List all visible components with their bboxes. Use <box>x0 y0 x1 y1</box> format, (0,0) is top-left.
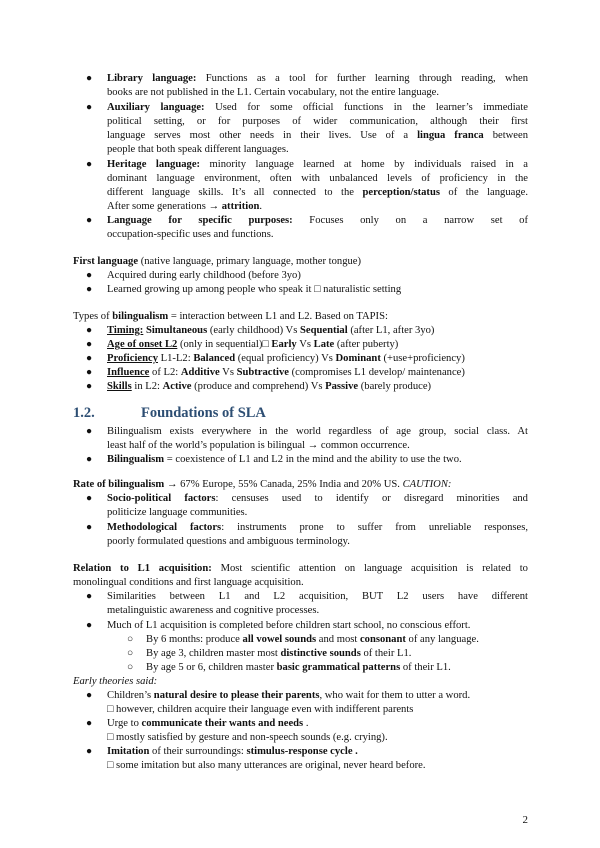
types-age-of-onset <box>107 338 398 351</box>
types-timing <box>107 324 434 337</box>
text: . <box>259 201 263 212</box>
text: Most scientific attention on language acquisition is related to <box>211 563 528 574</box>
text: Learned growing up among people who speak it <box>107 284 315 295</box>
term: Balanced <box>193 353 236 364</box>
sub-bullet: ○ <box>127 662 134 673</box>
first-language-item-2 <box>107 283 401 296</box>
term: Library language: <box>107 73 197 84</box>
bullet: ● <box>86 73 93 84</box>
auxiliary-language-line-2: political setting, or for purposes of wider communication, although their first <box>107 116 528 127</box>
text: (barely produce) <box>358 381 432 392</box>
text: Used for some official functions in the learner’s immediate <box>204 102 528 113</box>
term: Timing: <box>107 325 144 336</box>
library-language-line-2: books are not published in the L1. Certain vocabulary, not the entire language. <box>107 87 440 98</box>
text: : instruments prone to suffer from unreliable responses, <box>221 522 529 533</box>
types-heading <box>73 310 388 323</box>
term: Heritage language: <box>107 159 201 170</box>
text: 67% Europe, 55% Canada, 25% India and 20% US. <box>177 479 403 490</box>
text: : censuses used to identify or disregard minorities and <box>215 493 528 504</box>
relation-item-1-line-1: Similarities between L1 and L2 acquisition, BUT L2 users have different <box>107 591 528 602</box>
term: Skills <box>107 381 132 392</box>
text: After some generations <box>107 201 209 212</box>
text: and most <box>316 634 360 645</box>
text: language serves most other needs in their lives. Use of a <box>107 130 418 141</box>
term: Auxiliary language: <box>107 102 205 113</box>
text: mostly satisfied by gesture and non-speech sounds (e.g. crying). <box>113 732 388 743</box>
arrow: → <box>307 440 319 451</box>
specific-purposes-line-1 <box>107 214 528 227</box>
section-number: 1.2. <box>73 405 95 421</box>
bullet: ● <box>86 270 93 281</box>
term: bilingualism <box>112 311 169 322</box>
term: Simultaneous <box>145 325 208 336</box>
text: . <box>355 746 358 757</box>
text: (after puberty) <box>334 339 399 350</box>
rate-item-1-line-2: politicize language communities. <box>107 507 248 518</box>
first-language-item-1: Acquired during early childhood (before 3yo) <box>107 270 301 281</box>
page-number: 2 <box>522 814 528 826</box>
text: of any language. <box>405 634 479 645</box>
text: By 6 months: produce <box>146 634 243 645</box>
rate-item-2-line-1 <box>107 521 528 534</box>
early-item-2 <box>107 717 309 730</box>
types-skills <box>107 380 431 393</box>
bullet: ● <box>86 718 93 729</box>
relation-heading-line-2: monolingual conditions and first language acquisition. <box>73 577 304 588</box>
bullet: ● <box>86 159 93 170</box>
term: Dominant <box>335 353 381 364</box>
library-language-line-1 <box>107 72 528 85</box>
text: Functions as a tool for further learning through reading, when <box>196 73 528 84</box>
sub-bullet: ○ <box>127 634 134 645</box>
text: of their L1. <box>400 662 451 673</box>
text: . <box>305 718 309 729</box>
term: Socio-political factors <box>107 493 216 504</box>
bullet: ● <box>86 339 93 350</box>
text: = interaction between L1 and L2. Based on TAPIS: <box>168 311 388 322</box>
text: Vs <box>296 339 314 350</box>
sub-bullet: ○ <box>127 648 134 659</box>
term: Sequential <box>299 325 348 336</box>
bullet: ● <box>86 381 93 392</box>
text: common occurrence. <box>318 440 410 451</box>
auxiliary-language-line-4: people that both speak different languages. <box>107 144 289 155</box>
bullet: ● <box>86 591 93 602</box>
bullet: ● <box>86 620 93 631</box>
term: Imitation <box>107 746 150 757</box>
relation-item-2: Much of L1 acquisition is completed before children start school, no conscious effort. <box>107 620 471 631</box>
term: distinctive sounds <box>280 648 361 659</box>
first-language-heading <box>73 255 361 268</box>
term: Active <box>162 381 192 392</box>
foundations-item-2 <box>107 453 462 466</box>
early-item-3 <box>107 745 358 758</box>
arrow: → <box>166 479 178 490</box>
term: communicate their wants and needs <box>141 718 304 729</box>
box-symbol: □ <box>262 339 269 350</box>
early-item-1-note <box>107 703 413 716</box>
term: attrition <box>221 201 260 212</box>
term: Additive <box>180 367 220 378</box>
caution-label: CAUTION <box>402 479 448 490</box>
auxiliary-language-line-3 <box>107 129 528 142</box>
term: Influence <box>107 367 150 378</box>
rate-item-2-line-2: poorly formulated questions and ambiguous terminology. <box>107 536 350 547</box>
text: of the language. <box>439 187 528 198</box>
bullet: ● <box>86 102 93 113</box>
term: Late <box>313 339 335 350</box>
text: By age 5 or 6, children master <box>146 662 277 673</box>
text: (native language, primary language, mother tongue) <box>138 256 362 267</box>
bullet: ● <box>86 284 93 295</box>
box-symbol: □ <box>314 284 321 295</box>
term: Methodological factors <box>107 522 222 533</box>
text: (produce and comprehend) Vs <box>191 381 326 392</box>
term: stimulus-response cycle <box>246 746 353 757</box>
term: Relation to L1 acquisition: <box>73 563 212 574</box>
text: Vs <box>219 367 237 378</box>
text: (after L1, after 3yo) <box>347 325 435 336</box>
auxiliary-language-line-1 <box>107 101 528 114</box>
early-item-1 <box>107 689 470 702</box>
text: of their L1. <box>360 648 412 659</box>
text: (only in sequential) <box>177 339 263 350</box>
text: of L2: <box>149 367 181 378</box>
rate-heading: Rate of bilingualism → 67% Europe, 55% Canada, 25% India and 20% US. CAUTION: <box>73 479 452 490</box>
bullet: ● <box>86 215 93 226</box>
text: (+use+proficiency) <box>380 353 465 364</box>
bullet: ● <box>86 690 93 701</box>
text: (equal proficiency) Vs <box>235 353 336 364</box>
text: (compromises L1 develop/ maintenance) <box>288 367 465 378</box>
early-item-3-note <box>107 759 426 772</box>
text: , who wait for them to utter a word. <box>319 690 471 701</box>
text: in L2: <box>131 381 163 392</box>
text: Types of <box>73 311 113 322</box>
text: Urge to <box>107 718 142 729</box>
term: Bilingualism <box>107 454 165 465</box>
text: between <box>483 130 528 141</box>
relation-heading-line-1 <box>73 562 528 575</box>
text: (early childhood) Vs <box>207 325 300 336</box>
bullet: ● <box>86 493 93 504</box>
text: of their surroundings: <box>149 746 247 757</box>
term: Subtractive <box>236 367 289 378</box>
term: Rate of bilingualism <box>73 479 165 490</box>
term: Proficiency <box>107 353 158 364</box>
term: natural desire to please their parents <box>153 690 320 701</box>
term: consonant <box>359 634 406 645</box>
term: Language for specific purposes: <box>107 215 293 226</box>
box-symbol: □ <box>107 760 114 771</box>
types-influence <box>107 366 465 379</box>
types-proficiency <box>107 352 465 365</box>
term: Early <box>271 339 297 350</box>
text: least half of the world’s population is bilingual <box>107 440 308 451</box>
relation-sub-item-1 <box>146 633 479 646</box>
heritage-language-line-3 <box>107 186 528 199</box>
text: minority language learned at home by individuals raised in a <box>200 159 528 170</box>
early-item-2-note <box>107 731 388 744</box>
text: = coexistence of L1 and L2 in the mind and the ability to use the two. <box>164 454 462 465</box>
box-symbol: □ <box>107 704 114 715</box>
term: basic grammatical patterns <box>276 662 401 673</box>
box-symbol: □ <box>107 732 114 743</box>
bullet: ● <box>86 426 93 437</box>
specific-purposes-line-2: occupation-specific uses and functions. <box>107 229 274 240</box>
text: however, children acquire their language even with indifferent parents <box>113 704 414 715</box>
foundations-item-1-line-2 <box>107 439 410 452</box>
text: some imitation but also many utterances are original, never heard before. <box>113 760 426 771</box>
term: First language <box>73 256 139 267</box>
bullet: ● <box>86 522 93 533</box>
text: Focuses only on a narrow set of <box>292 215 528 226</box>
text: L1-L2: <box>158 353 194 364</box>
relation-sub-item-3 <box>146 661 451 674</box>
term: Age of onset L2 <box>107 339 178 350</box>
bullet: ● <box>86 367 93 378</box>
text: Children’s <box>107 690 154 701</box>
relation-item-1-line-2: metalinguistic awareness and cognitive processes. <box>107 605 320 616</box>
heritage-language-line-4 <box>107 200 262 213</box>
text: different language skills. It’s all connected to the <box>107 187 363 198</box>
term: Passive <box>325 381 359 392</box>
section-title: Foundations of SLA <box>141 405 266 421</box>
early-theories-heading: Early theories said: <box>73 676 158 687</box>
bullet: ● <box>86 454 93 465</box>
bullet: ● <box>86 746 93 757</box>
text: naturalistic setting <box>320 284 402 295</box>
bullet: ● <box>86 353 93 364</box>
relation-sub-item-2 <box>146 647 411 660</box>
text: By age 3, children master most <box>146 648 281 659</box>
heritage-language-line-1 <box>107 158 528 171</box>
foundations-item-1-line-1: Bilingualism exists everywhere in the world regardless of age group, social class. At <box>107 426 528 437</box>
term: lingua franca <box>417 130 484 141</box>
term: all vowel sounds <box>242 634 317 645</box>
rate-item-1-line-1 <box>107 492 528 505</box>
term: perception/status <box>362 187 440 198</box>
arrow: → <box>208 201 220 212</box>
bullet: ● <box>86 325 93 336</box>
heritage-language-line-2: dominant language environment, often with unbalanced levels of proficiency in the <box>107 173 528 184</box>
